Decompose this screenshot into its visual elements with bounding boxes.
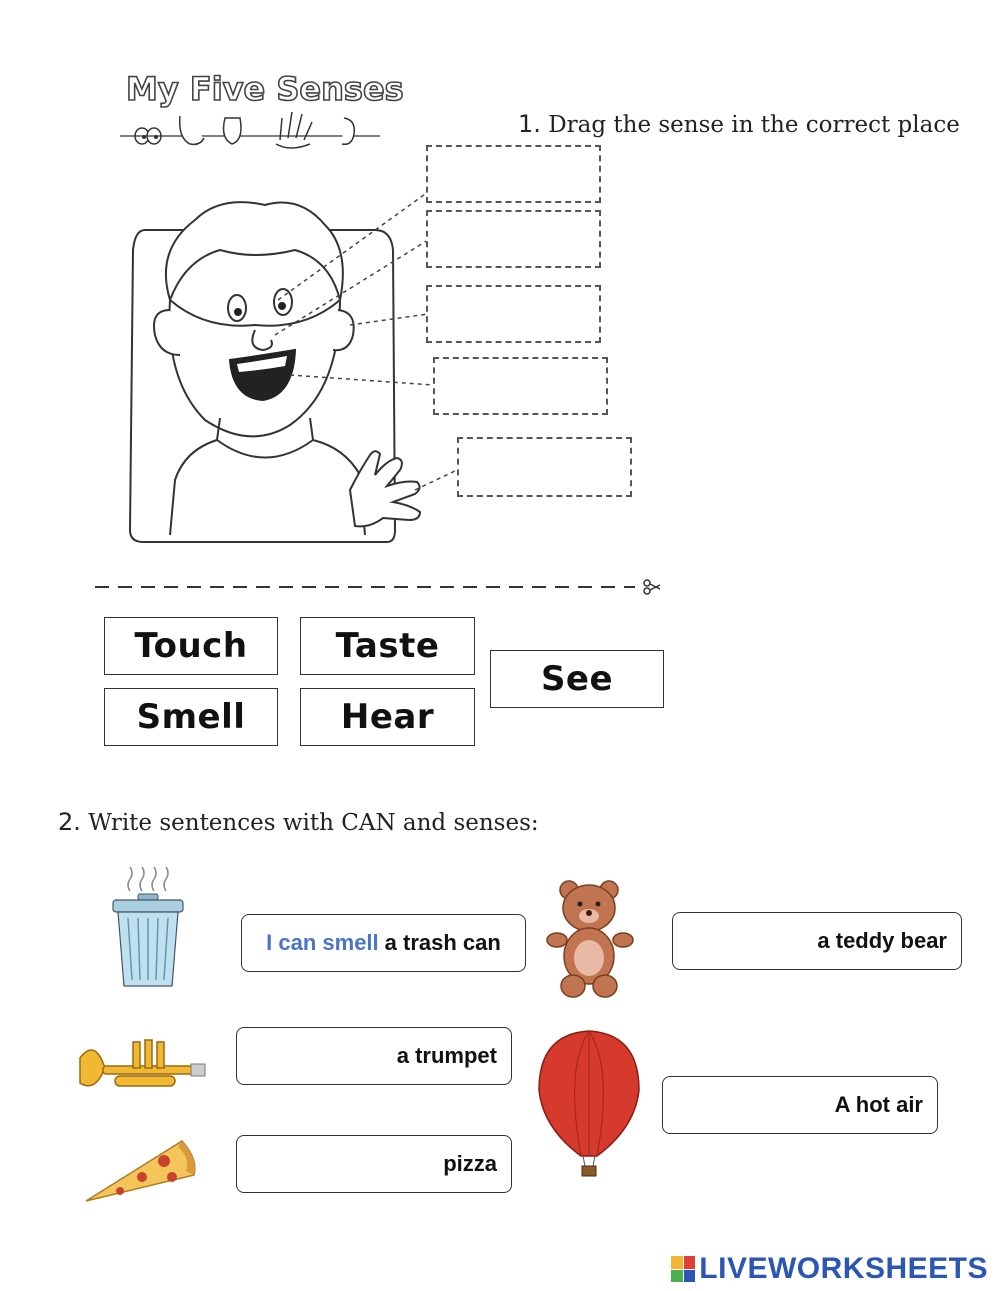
answer-trumpet-field[interactable] xyxy=(236,1027,512,1085)
drop-zone-nose[interactable] xyxy=(426,210,601,268)
exercise-2-text: Write sentences with CAN and senses: xyxy=(88,810,539,836)
scissors-icon xyxy=(644,580,660,594)
trumpet-image xyxy=(75,1028,210,1098)
title-art-text: My Five Senses xyxy=(126,70,404,108)
exercise-1-text: Drag the sense in the correct place xyxy=(548,112,960,138)
teddy-bear-image xyxy=(545,878,635,1000)
card-touch[interactable]: Touch xyxy=(104,617,278,675)
drop-zone-hand[interactable] xyxy=(457,437,632,497)
answer-teddy-bear-field[interactable] xyxy=(672,912,962,970)
drop-zone-mouth[interactable] xyxy=(433,357,608,415)
answer-pizza-object: pizza xyxy=(443,1151,497,1176)
answer-hot-air-object: A hot air xyxy=(834,1092,923,1117)
card-see[interactable]: See xyxy=(490,650,664,708)
liveworksheets-logo-icon xyxy=(671,1256,695,1282)
card-smell[interactable]: Smell xyxy=(104,688,278,746)
card-taste[interactable]: Taste xyxy=(300,617,475,675)
cut-line xyxy=(95,575,665,595)
answer-hot-air-field[interactable] xyxy=(662,1076,938,1134)
exercise-2-number: 2. xyxy=(58,808,81,836)
drop-zone-eyes[interactable] xyxy=(426,145,601,203)
answer-trash-can-object: a trash can xyxy=(384,930,501,955)
hot-air-balloon-image xyxy=(535,1028,643,1178)
brand-text: LIVEWORKSHEETS xyxy=(699,1252,988,1285)
trash-can-image xyxy=(108,862,188,990)
answer-trash-can-field[interactable] xyxy=(241,914,526,972)
liveworksheets-brand xyxy=(671,1252,988,1286)
pizza-image xyxy=(82,1135,200,1207)
answer-trumpet-object: a trumpet xyxy=(396,1043,497,1068)
drop-zone-ear[interactable] xyxy=(426,285,601,343)
card-hear[interactable]: Hear xyxy=(300,688,475,746)
answer-teddy-bear-object: a teddy bear xyxy=(817,928,947,953)
answer-pizza-field[interactable] xyxy=(236,1135,512,1193)
exercise-2-instruction xyxy=(58,808,539,836)
exercise-1-number: 1. xyxy=(518,110,541,138)
answer-trash-can-prefix: I can smell xyxy=(266,930,379,955)
